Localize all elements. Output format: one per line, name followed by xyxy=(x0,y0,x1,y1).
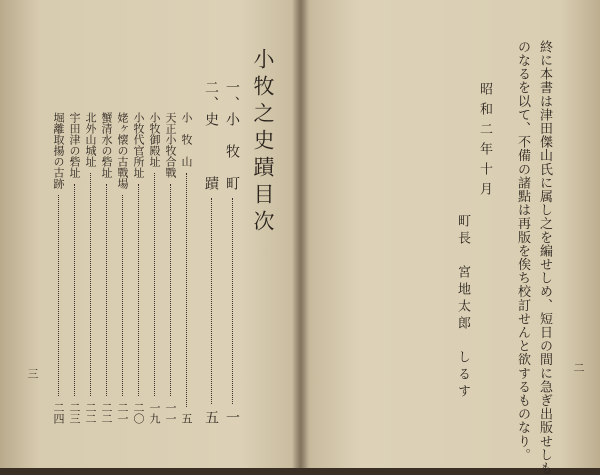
toc-page xyxy=(0,0,298,468)
leader-dots xyxy=(186,173,187,407)
toc-item-label: 姥ヶ懐の古戰場 xyxy=(116,112,129,189)
preface-page xyxy=(302,0,600,475)
toc-page-number: 一 xyxy=(224,410,240,424)
toc-section-row xyxy=(222,80,242,424)
toc-item-label: 宇田津の砦址 xyxy=(68,112,81,178)
toc-item-label: 天正小牧合戰 xyxy=(164,112,177,178)
toc-section-label: 二、史 蹟 xyxy=(203,80,219,192)
toc-item-row xyxy=(114,112,130,424)
toc-page-number: 二二 xyxy=(84,402,97,424)
toc-page-number: 五 xyxy=(203,410,219,424)
toc-page-number: 二二 xyxy=(100,402,113,424)
leader-dots xyxy=(170,184,171,396)
preface-signature: 町長 宮地太郎 しるす xyxy=(455,214,470,401)
toc-page-number: 五 xyxy=(180,413,193,424)
page-number-left: 三 xyxy=(26,368,39,379)
toc-item-label: 小牧代官所址 xyxy=(132,112,145,178)
toc-item-row xyxy=(146,112,162,424)
page-number-right: 二 xyxy=(572,362,585,373)
leader-dots xyxy=(122,195,123,396)
preface-date: 昭和二年十月 xyxy=(477,82,492,202)
toc-page-number: 一一 xyxy=(164,402,177,424)
toc-section-label: 一、小 牧 町 xyxy=(224,80,240,192)
leader-dots xyxy=(154,173,155,396)
toc-page-number: 二一 xyxy=(116,402,129,424)
leader-dots xyxy=(232,198,233,404)
toc-item-label: 小牧御殿址 xyxy=(148,112,161,167)
toc-item-row xyxy=(82,112,98,424)
toc-item-label: 堀離取揚の古跡 xyxy=(52,112,65,189)
leader-dots xyxy=(74,184,75,396)
toc-page-number: 二四 xyxy=(52,402,65,424)
toc-item-row xyxy=(66,112,82,424)
leader-dots xyxy=(58,195,59,396)
toc-item-row xyxy=(50,112,66,424)
toc-item-label: 北外山城址 xyxy=(84,112,97,167)
leader-dots xyxy=(211,198,212,404)
preface-line: 終に本書は津田傑山氏に属し之を編せしめ、短日の間に急ぎ出版せしも xyxy=(537,40,552,475)
preface-line: のなるを以て、不備の諸點は再版を俟ち校訂せんと欲するものなり。 xyxy=(515,40,530,462)
leader-dots xyxy=(90,173,91,396)
toc-title: 小牧之史蹟目次 xyxy=(251,48,275,237)
toc-page-number: 一九 xyxy=(148,402,161,424)
leader-dots xyxy=(138,184,139,396)
toc-item-row xyxy=(130,112,146,424)
toc-page-number: 二三 xyxy=(68,402,81,424)
toc-item-label: 小 牧 山 xyxy=(180,112,193,167)
toc-page-number: 二〇 xyxy=(132,402,145,424)
toc-item-row xyxy=(162,112,178,424)
toc-item-row xyxy=(98,112,114,424)
leader-dots xyxy=(106,184,107,396)
toc-item-label: 蟹清水の砦址 xyxy=(100,112,113,178)
toc-section-row xyxy=(201,80,221,424)
toc-item-row xyxy=(178,112,194,424)
